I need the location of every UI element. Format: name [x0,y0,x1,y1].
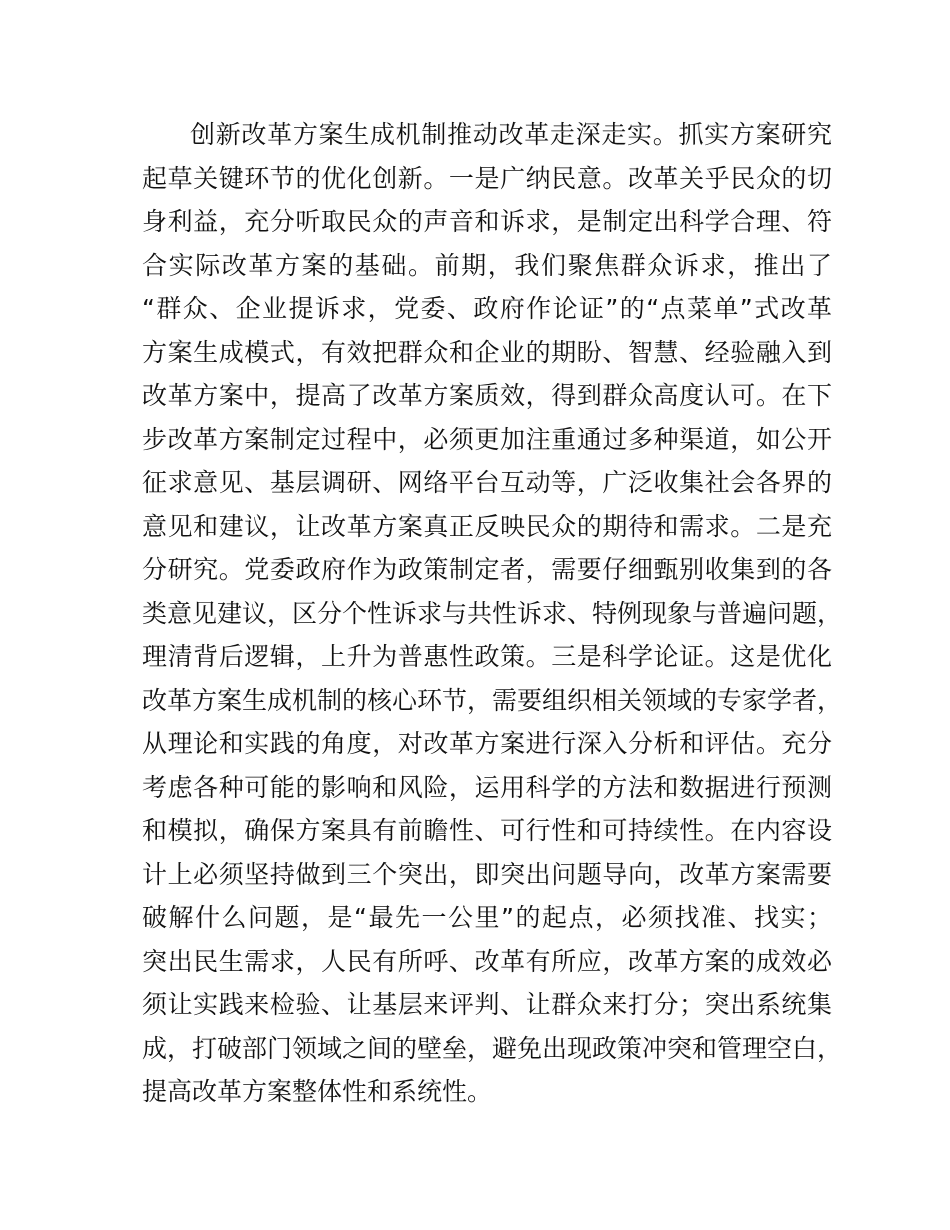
paragraph-line: 创新改革方案生成机制推动改革走深走实。抓实方案研究 [190,120,832,149]
paragraph-line: 类意见建议，区分个性诉求与共性诉求、特例现象与普遍问题， [142,598,843,628]
paragraph-line: 征求意见、基层调研、网络平台互动等，广泛收集社会各界的 [142,468,832,497]
paragraph-line: 步改革方案制定过程中，必须更加注重通过多种渠道，如公开 [142,424,832,454]
paragraph-line: 合实际改革方案的基础。前期，我们聚焦群众诉求，推出了 [142,250,832,280]
paragraph-line: 成，打破部门领域之间的壁垒，避免出现政策冲突和管理空白， [142,1033,843,1063]
paragraph-line: 方案生成模式，有效把群众和企业的期盼、智慧、经验融入到 [142,337,832,367]
paragraph-line: 身利益，充分听取民众的声音和诉求，是制定出科学合理、符 [142,207,832,236]
paragraph-line: 计上必须坚持做到三个突出，即突出问题导向，改革方案需要 [142,859,832,889]
paragraph-line: 破解什么问题，是“最先一公里”的起点，必须找准、找实； [142,903,832,932]
paragraph-line: 从理论和实践的角度，对改革方案进行深入分析和评估。充分 [142,729,832,758]
paragraph-line: 起草关键环节的优化创新。一是广纳民意。改革关乎民众的切 [142,163,832,193]
paragraph-line: 意见和建议，让改革方案真正反映民众的期待和需求。二是充 [142,511,832,541]
paragraph-line: “群众、企业提诉求，党委、政府作论证”的“点菜单”式改革 [142,294,832,323]
paragraph-line: 提高改革方案整体性和系统性。 [142,1077,493,1106]
paragraph-line: 突出民生需求，人民有所呼、改革有所应，改革方案的成效必 [142,946,832,976]
paragraph-line: 和模拟，确保方案具有前瞻性、可行性和可持续性。在内容设 [142,816,832,845]
body-paragraph [142,113,843,1114]
paragraph-line: 理清背后逻辑，上升为普惠性政策。三是科学论证。这是优化 [142,642,832,671]
paragraph-line: 须让实践来检验、让基层来评判、让群众来打分；突出系统集 [142,990,832,1019]
paragraph-line: 分研究。党委政府作为政策制定者，需要仔细甄别收集到的各 [142,555,832,584]
paragraph-line: 改革方案生成机制的核心环节，需要组织相关领域的专家学者， [142,685,843,715]
paragraph-line: 改革方案中，提高了改革方案质效，得到群众高度认可。在下 [142,381,832,410]
paragraph-line: 考虑各种可能的影响和风险，运用科学的方法和数据进行预测 [142,772,832,802]
